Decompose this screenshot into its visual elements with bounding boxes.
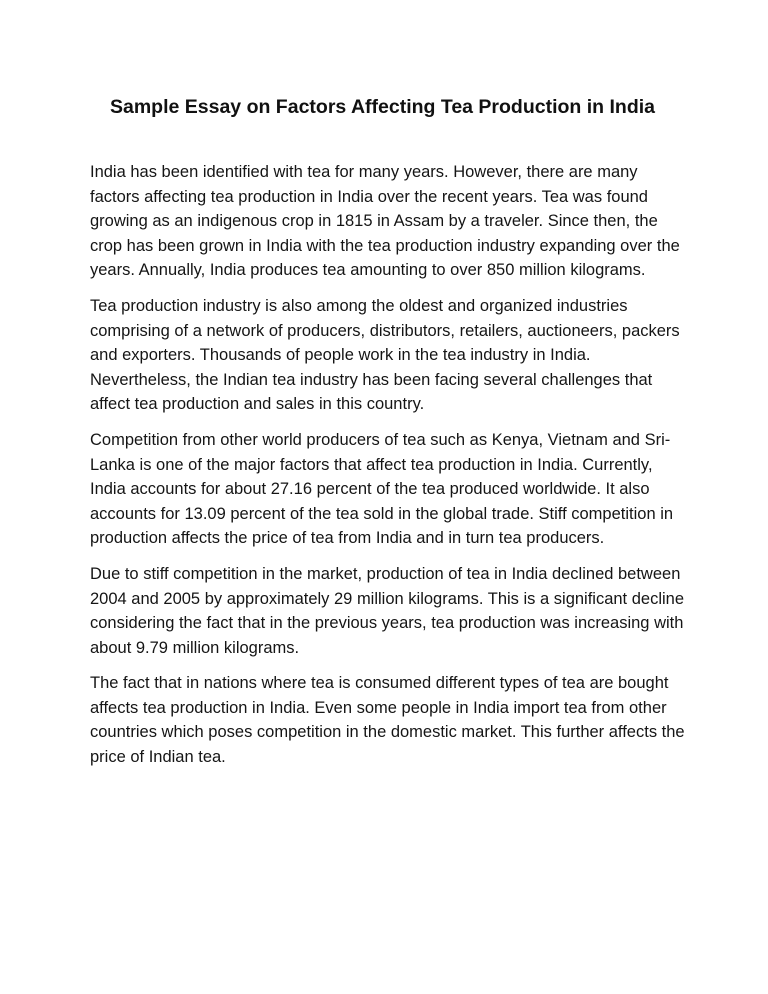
document-body [90,160,690,781]
paragraph-5: The fact that in nations where tea is consumed different types of tea are bought affects tea production in India. Even some people in India import tea from other countries which poses competition in the domestic market. This further affects the price of Indian tea. [90,674,685,767]
paragraph-4: Due to stiff competition in the market, production of tea in India declined between 2004 and 2005 by approximately 29 million kilograms. This is a significant decline considering the fact that in the previous years, tea production was increasing with about 9.79 million kilograms. [90,564,685,657]
paragraph-2: Tea production industry is also among the oldest and organized industries comprising of a network of producers, distributors, retailers, auctioneers, packers and exporters. Thousands of people work in the tea industry in India. Nevertheless, the Indian tea industry has been facing several challenges that affect tea production and sales in this country. [90,296,680,414]
paragraph-3: Competition from other world producers of tea such as Kenya, Vietnam and Sri-Lanka is one of the major factors that affect tea production in India. Currently, India accounts for about 27.16 percent of the tea produced worldwide. It also accounts for 13.09 percent of the tea sold in the global trade. Stiff competition in production affects the price of tea from India and in turn tea producers. [90,430,674,548]
paragraph-1: India has been identified with tea for many years. However, there are many factors affecting tea production in India over the recent years. Tea was found growing as an indigenous crop in 1815 in Assam by a traveler. Since then, the crop has been grown in India with the tea production industry expanding over the years. Annually, India produces tea amounting to over 850 million kilograms. [90,163,680,280]
document-title: Sample Essay on Factors Affecting Tea Production in India [109,96,656,118]
